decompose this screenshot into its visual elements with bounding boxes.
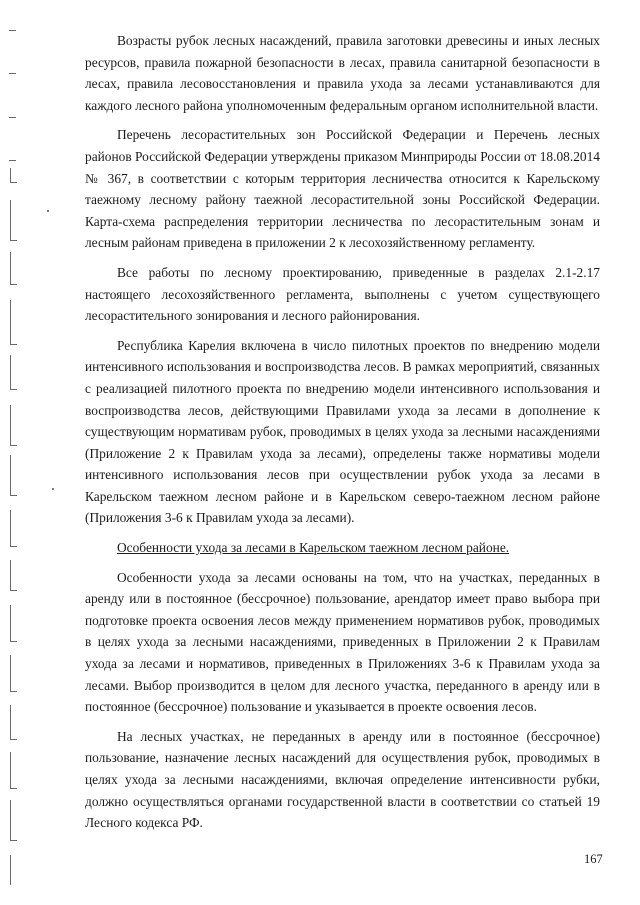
section-heading: Особенности ухода за лесами в Карельском таежном лесном районе. [117,540,510,556]
paragraph: Все работы по лесному проектированию, приведенные в разделах 2.1-2.17 настоящего лесохозяйственного регламента, выполнены с учетом существующего лесорастительного зонирования и лесного районирования. [85,264,600,324]
margin-dash [9,30,16,31]
binding-mark [10,200,17,241]
paragraph: Республика Карелия включена в число пилотных проектов по внедрению модели интенсивного использования и воспроизводства лесов. В рамках мероприятий, связанных с реализацией пилотного проекта по внедрению модели интенсивного использования и воспроизводства лесов, действующими Правилами ухода за лесами в дополнение к существующим нормативам рубок, проводимых в целях ухода за лесными насаждениями (Приложение 2 к Правилам ухода за лесами), определены также нормативы модели интенсивного использования лесов при осуществлении рубок ухода за лесами в Карельском таежном лесном районе и в Карельском северо-таежном лесном районе (Приложения 3-6 к Правилам ухода за лесами). [85,337,600,526]
binding-mark [10,655,17,692]
paragraph: Возрасты рубок лесных насаждений, правила заготовки древесины и иных лесных ресурсов, правила пожарной безопасности в лесах, правила санитарной безопасности в лесах, правила лесовосстановления и правила ухода за лесами устанавливаются для каждого лесного района уполномоченным федеральным органом исполнительной власти. [85,33,600,113]
paragraph: Перечень лесорастительных зон Российской Федерации и Перечень лесных районов Российской Федерации утверждены приказом Минприроды России от 18.08.2014 № 367, в соответствии с которым территория лесничества относится к Карельскому таежному лесному району таежной лесорастительной зоны Российской Федерации. Карта-схема распределения территории лесничества по лесорастительным зонам и лесным районам приведена в приложении 2 к лесохозяйственному регламенту. [85,127,600,251]
binding-mark [10,355,17,390]
page-number: 167 [584,852,603,866]
binding-mark [10,705,17,740]
binding-mark [10,800,17,841]
margin-dash [9,73,16,74]
scan-speck [52,488,54,490]
binding-mark [10,752,17,789]
binding-mark [10,252,17,285]
binding-mark [10,405,17,446]
scan-speck [47,210,49,212]
binding-mark [10,605,17,642]
binding-mark [10,560,17,591]
binding-mark [10,168,17,183]
binding-mark [10,300,17,345]
binding-mark [10,855,17,885]
document-body [85,30,600,842]
section-heading-paragraph [85,537,600,559]
paragraph: На лесных участках, не переданных в аренду или в постоянное (бессрочное) пользование, назначение лесных насаждений для осуществления рубок, проводимых в целях ухода за лесными насаждениями, включая определение интенсивности рубки, должно осуществляться органами государственной власти в соответствии со статьей 19 Лесного кодекса РФ. [85,728,600,831]
binding-mark [10,455,17,496]
paragraph: Особенности ухода за лесами основаны на том, что на участках, переданных в аренду или в постоянное (бессрочное) пользование, арендатор имеет право выбора при подготовке проекта освоения лесов между применением нормативов рубок, проводимых в целях ухода за лесными насаждениями, приведенных в Приложении 2 к Правилам ухода за лесами и нормативов, приведенных в Приложениях 3-6 к Правилам ухода за лесами. Выбор производится в целом для лесного участка, переданного в аренду или в постоянное (бессрочное) пользование и указывается в проекте освоения лесов. [85,569,600,715]
binding-mark [10,510,17,547]
margin-dash [9,117,16,118]
margin-dash [9,160,16,161]
